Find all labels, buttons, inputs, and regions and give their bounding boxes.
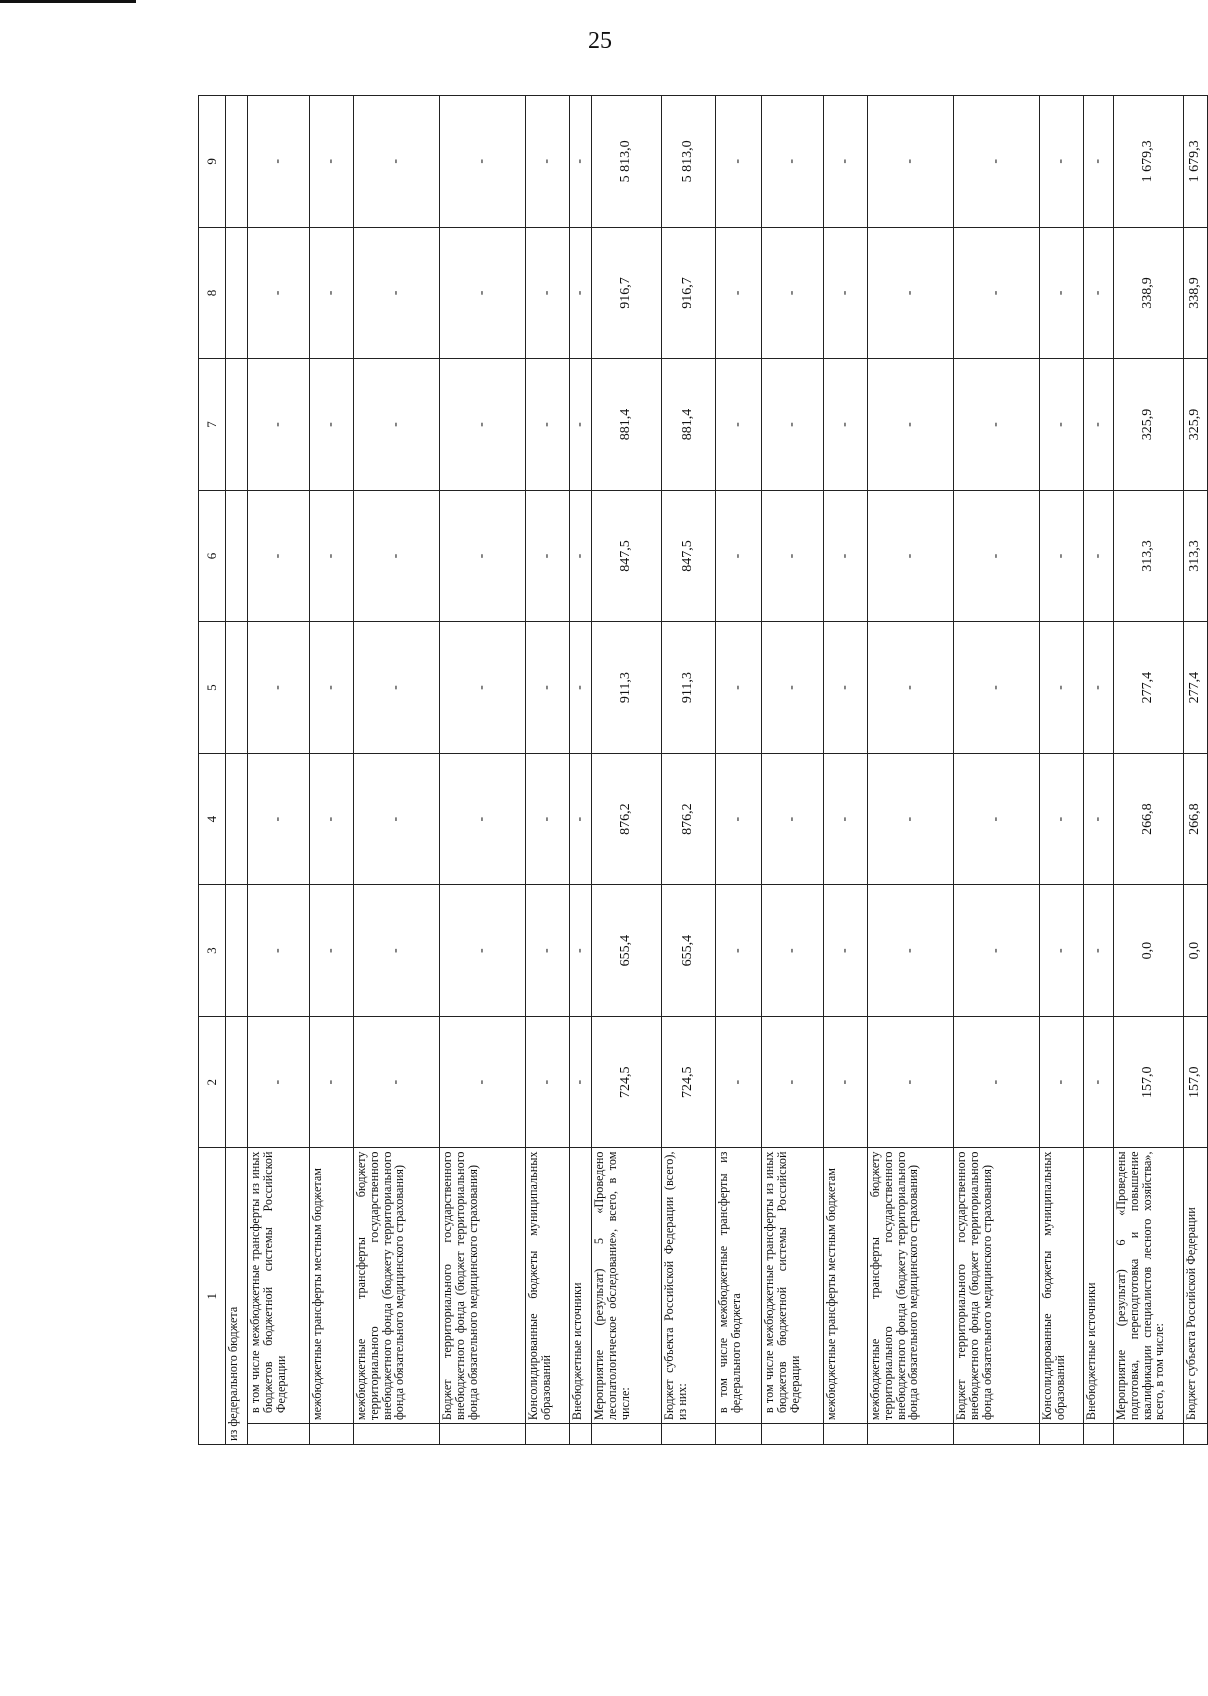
value-cell	[226, 885, 248, 1017]
value-cell: 916,7	[592, 227, 662, 359]
value-cell: 266,8	[1184, 753, 1208, 885]
row-label: межбюджетные трансферты бюджету территориального государственного внебюджетного фонда (бюджету территориального фонда обязательного медицинского страхования)	[868, 1148, 954, 1424]
row-label: Бюджет территориального государственного внебюджетного фонда (бюджет территориального фонда обязательного медицинского страхования)	[954, 1148, 1040, 1424]
value-cell: -	[762, 753, 824, 885]
value-cell: -	[716, 227, 762, 359]
value-cell: -	[248, 359, 310, 491]
value-cell: 338,9	[1114, 227, 1184, 359]
value-cell: -	[526, 622, 570, 754]
value-cell: 0,0	[1114, 885, 1184, 1017]
header-row	[199, 96, 226, 1445]
value-cell	[226, 1016, 248, 1148]
spacer-cell	[570, 1424, 592, 1445]
value-cell: -	[1084, 1016, 1114, 1148]
header-cell: 6	[199, 490, 226, 622]
header-cell: 7	[199, 359, 226, 491]
value-cell: -	[762, 359, 824, 491]
spacer-cell	[592, 1424, 662, 1445]
value-cell: -	[248, 227, 310, 359]
value-cell: 5 813,0	[592, 96, 662, 228]
value-cell: -	[762, 622, 824, 754]
value-cell	[226, 96, 248, 228]
value-cell: -	[310, 490, 354, 622]
value-cell: -	[354, 227, 440, 359]
table-row	[762, 96, 824, 1445]
table-row	[570, 96, 592, 1445]
table-row	[716, 96, 762, 1445]
row-label: Консолидированные бюджеты муниципальных образований	[526, 1148, 570, 1424]
table-row	[1114, 96, 1184, 1445]
spacer-cell	[762, 1424, 824, 1445]
value-cell: -	[824, 622, 868, 754]
value-cell: -	[310, 753, 354, 885]
value-cell: -	[954, 1016, 1040, 1148]
value-cell: 157,0	[1114, 1016, 1184, 1148]
value-cell: -	[716, 359, 762, 491]
row-label: Внебюджетные источники	[570, 1148, 592, 1424]
value-cell: -	[310, 359, 354, 491]
value-cell: -	[824, 885, 868, 1017]
value-cell: 325,9	[1114, 359, 1184, 491]
row-label: из федерального бюджета	[226, 1148, 248, 1445]
budget-table	[198, 95, 1208, 1445]
value-cell: 876,2	[662, 753, 716, 885]
value-cell: -	[1084, 96, 1114, 228]
value-cell: -	[716, 96, 762, 228]
rotated-table-container	[198, 95, 1203, 1445]
value-cell: -	[716, 1016, 762, 1148]
value-cell: -	[954, 753, 1040, 885]
header-cell: 5	[199, 622, 226, 754]
value-cell	[226, 622, 248, 754]
table-row	[824, 96, 868, 1445]
header-cell: 4	[199, 753, 226, 885]
value-cell: -	[868, 96, 954, 228]
value-cell: -	[440, 1016, 526, 1148]
value-cell: -	[354, 885, 440, 1017]
row-label: Консолидированные бюджеты муниципальных образований	[1040, 1148, 1084, 1424]
spacer-cell	[1114, 1424, 1184, 1445]
row-label: в том числе межбюджетные трансферты из иных бюджетов бюджетной системы Российской Федерации	[248, 1148, 310, 1424]
value-cell: 325,9	[1184, 359, 1208, 491]
value-cell: -	[954, 227, 1040, 359]
table-row	[248, 96, 310, 1445]
header-cell: 3	[199, 885, 226, 1017]
value-cell: -	[824, 359, 868, 491]
value-cell: -	[1040, 490, 1084, 622]
value-cell: -	[1084, 622, 1114, 754]
value-cell: -	[1040, 227, 1084, 359]
value-cell: -	[716, 885, 762, 1017]
value-cell: -	[954, 622, 1040, 754]
row-label: межбюджетные трансферты бюджету территориального государственного внебюджетного фонда (бюджету территориального фонда обязательного медицинского страхования)	[354, 1148, 440, 1424]
value-cell: -	[526, 359, 570, 491]
value-cell: -	[762, 490, 824, 622]
table-row	[868, 96, 954, 1445]
value-cell: -	[868, 753, 954, 885]
value-cell: -	[248, 490, 310, 622]
table-row	[592, 96, 662, 1445]
value-cell: -	[868, 359, 954, 491]
value-cell: 157,0	[1184, 1016, 1208, 1148]
table-row	[1084, 96, 1114, 1445]
value-cell: -	[868, 885, 954, 1017]
value-cell: 1 679,3	[1184, 96, 1208, 228]
value-cell: 724,5	[662, 1016, 716, 1148]
value-cell: -	[248, 622, 310, 754]
table-row	[310, 96, 354, 1445]
table-row	[662, 96, 716, 1445]
value-cell: -	[1040, 622, 1084, 754]
value-cell: 916,7	[662, 227, 716, 359]
value-cell: 655,4	[592, 885, 662, 1017]
value-cell: -	[762, 1016, 824, 1148]
row-label: в том числе межбюджетные трансферты из иных бюджетов бюджетной системы Российской Федерации	[762, 1148, 824, 1424]
table-row	[226, 96, 248, 1445]
value-cell: -	[570, 96, 592, 228]
row-label: Мероприятие (результат) 6 «Проведены подготовка, переподготовка и повышение квалификации специалистов лесного хозяйства», всего, в том числе:	[1114, 1148, 1184, 1424]
spacer-cell	[354, 1424, 440, 1445]
value-cell: -	[440, 96, 526, 228]
value-cell: 847,5	[592, 490, 662, 622]
value-cell: -	[354, 490, 440, 622]
value-cell: -	[570, 227, 592, 359]
value-cell: 881,4	[592, 359, 662, 491]
value-cell: 266,8	[1114, 753, 1184, 885]
value-cell: -	[762, 96, 824, 228]
value-cell: -	[354, 96, 440, 228]
value-cell: -	[354, 753, 440, 885]
table-row	[440, 96, 526, 1445]
value-cell: 0,0	[1184, 885, 1208, 1017]
value-cell: -	[1084, 490, 1114, 622]
value-cell: -	[570, 359, 592, 491]
table-row	[526, 96, 570, 1445]
row-label: в том числе межбюджетные трансферты из федерального бюджета	[716, 1148, 762, 1424]
value-cell: -	[526, 885, 570, 1017]
header-cell: 2	[199, 1016, 226, 1148]
spacer-cell	[1184, 1424, 1208, 1445]
row-label: Внебюджетные источники	[1084, 1148, 1114, 1424]
spacer-cell	[1040, 1424, 1084, 1445]
value-cell: -	[954, 359, 1040, 491]
value-cell: 881,4	[662, 359, 716, 491]
spacer-cell	[526, 1424, 570, 1445]
value-cell: -	[310, 885, 354, 1017]
value-cell: -	[248, 885, 310, 1017]
value-cell: -	[824, 1016, 868, 1148]
value-cell: 5 813,0	[662, 96, 716, 228]
value-cell: -	[526, 1016, 570, 1148]
value-cell: -	[310, 96, 354, 228]
value-cell: -	[824, 490, 868, 622]
value-cell: 724,5	[592, 1016, 662, 1148]
value-cell: -	[954, 885, 1040, 1017]
value-cell: 313,3	[1114, 490, 1184, 622]
value-cell: -	[1084, 753, 1114, 885]
value-cell: -	[526, 753, 570, 885]
value-cell: 1 679,3	[1114, 96, 1184, 228]
value-cell: -	[716, 753, 762, 885]
value-cell: -	[310, 1016, 354, 1148]
page-number: 25	[588, 28, 612, 54]
header-cell: 9	[199, 96, 226, 228]
table-row	[954, 96, 1040, 1445]
value-cell: 277,4	[1184, 622, 1208, 754]
value-cell: -	[570, 885, 592, 1017]
value-cell: -	[354, 622, 440, 754]
value-cell: 876,2	[592, 753, 662, 885]
value-cell: -	[868, 1016, 954, 1148]
row-label: межбюджетные трансферты местным бюджетам	[310, 1148, 354, 1424]
row-label: межбюджетные трансферты местным бюджетам	[824, 1148, 868, 1424]
value-cell: -	[868, 227, 954, 359]
value-cell: -	[824, 227, 868, 359]
value-cell: -	[310, 622, 354, 754]
value-cell: -	[526, 96, 570, 228]
value-cell	[226, 227, 248, 359]
spacer-cell	[716, 1424, 762, 1445]
value-cell: -	[440, 885, 526, 1017]
value-cell: -	[762, 885, 824, 1017]
value-cell: -	[716, 490, 762, 622]
table-body	[226, 96, 1208, 1445]
value-cell: -	[248, 1016, 310, 1148]
value-cell: -	[868, 490, 954, 622]
value-cell	[226, 753, 248, 885]
table-row	[1184, 96, 1208, 1445]
row-label: Бюджет территориального государственного внебюджетного фонда (бюджет территориального фонда обязательного медицинского страхования)	[440, 1148, 526, 1424]
value-cell: -	[354, 1016, 440, 1148]
value-cell: -	[716, 622, 762, 754]
spacer-cell	[868, 1424, 954, 1445]
value-cell: -	[570, 1016, 592, 1148]
spacer-cell	[440, 1424, 526, 1445]
spacer-cell	[954, 1424, 1040, 1445]
value-cell: -	[440, 490, 526, 622]
value-cell: -	[1084, 359, 1114, 491]
row-label: Мероприятие (результат) 5 «Проведено лесопатологическое обследование», всего, в том числе:	[592, 1148, 662, 1424]
value-cell: -	[1084, 885, 1114, 1017]
value-cell: -	[248, 753, 310, 885]
value-cell: -	[824, 96, 868, 228]
value-cell: -	[440, 753, 526, 885]
value-cell: -	[1040, 1016, 1084, 1148]
spacer-cell	[1084, 1424, 1114, 1445]
value-cell: -	[440, 227, 526, 359]
spacer-cell	[248, 1424, 310, 1445]
value-cell: -	[1040, 96, 1084, 228]
value-cell: -	[1040, 359, 1084, 491]
value-cell: -	[440, 622, 526, 754]
table-row	[354, 96, 440, 1445]
value-cell: -	[868, 622, 954, 754]
value-cell: 911,3	[592, 622, 662, 754]
row-label: Бюджет субъекта Российской Федерации (всего), из них:	[662, 1148, 716, 1424]
spacer-cell	[310, 1424, 354, 1445]
value-cell: 911,3	[662, 622, 716, 754]
value-cell: -	[570, 753, 592, 885]
value-cell: -	[354, 359, 440, 491]
value-cell: -	[526, 227, 570, 359]
value-cell: 655,4	[662, 885, 716, 1017]
value-cell: -	[954, 490, 1040, 622]
value-cell: -	[1040, 753, 1084, 885]
value-cell	[226, 359, 248, 491]
value-cell: 277,4	[1114, 622, 1184, 754]
value-cell: 313,3	[1184, 490, 1208, 622]
header-cell: 1	[199, 1148, 226, 1445]
value-cell: -	[570, 622, 592, 754]
value-cell: -	[570, 490, 592, 622]
corner-rule	[0, 0, 136, 3]
spacer-cell	[824, 1424, 868, 1445]
value-cell: 338,9	[1184, 227, 1208, 359]
value-cell: -	[248, 96, 310, 228]
value-cell: -	[954, 96, 1040, 228]
spacer-cell	[662, 1424, 716, 1445]
value-cell: -	[762, 227, 824, 359]
value-cell: -	[1084, 227, 1114, 359]
value-cell: -	[440, 359, 526, 491]
value-cell: -	[526, 490, 570, 622]
row-label: Бюджет субъекта Российской Федерации	[1184, 1148, 1208, 1424]
table-row	[1040, 96, 1084, 1445]
value-cell: -	[824, 753, 868, 885]
value-cell: -	[310, 227, 354, 359]
value-cell: 847,5	[662, 490, 716, 622]
value-cell: -	[1040, 885, 1084, 1017]
value-cell	[226, 490, 248, 622]
header-cell: 8	[199, 227, 226, 359]
